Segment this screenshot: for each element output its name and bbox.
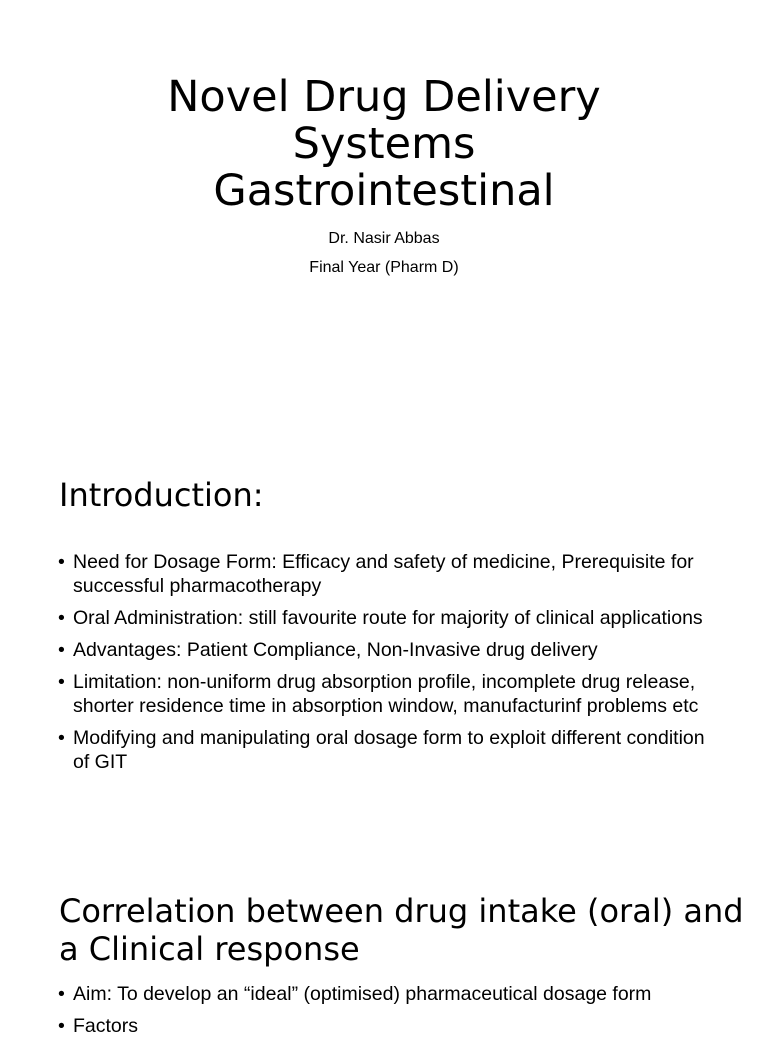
introduction-slide xyxy=(0,430,768,862)
title-line: Systems xyxy=(292,119,476,169)
title-line: Gastrointestinal xyxy=(213,166,555,216)
bullet-item: • Oral Administration: still favourite route for majority of clinical applications xyxy=(58,606,708,630)
bullet-item: • Limitation: non-uniform drug absorption profile, incomplete drug release, shorter residence time in absorption window, manufacturinf problems etc xyxy=(58,670,708,718)
bullet-item: • Modifying and manipulating oral dosage form to exploit different condition of GIT xyxy=(58,726,708,774)
presentation-title xyxy=(0,74,768,215)
bullet-item: • Factors xyxy=(58,1014,708,1038)
title-line: Novel Drug Delivery xyxy=(167,72,601,122)
slide-heading: Introduction: xyxy=(59,476,264,514)
author-name: Dr. Nasir Abbas xyxy=(328,230,440,247)
slide-heading: Correlation between drug intake (oral) and a Clinical response xyxy=(59,892,744,968)
bullet-item: • Advantages: Patient Compliance, Non-Invasive drug delivery xyxy=(58,638,708,662)
correlation-slide xyxy=(0,862,768,1037)
bullet-list xyxy=(58,550,708,782)
bullet-list xyxy=(58,982,708,1046)
course-name: Final Year (Pharm D) xyxy=(309,259,459,276)
bullet-item: • Aim: To develop an “ideal” (optimised) pharmaceutical dosage form xyxy=(58,982,708,1006)
bullet-item: • Need for Dosage Form: Efficacy and safety of medicine, Prerequisite for successful pharmacotherapy xyxy=(58,550,708,598)
title-slide xyxy=(0,0,768,430)
